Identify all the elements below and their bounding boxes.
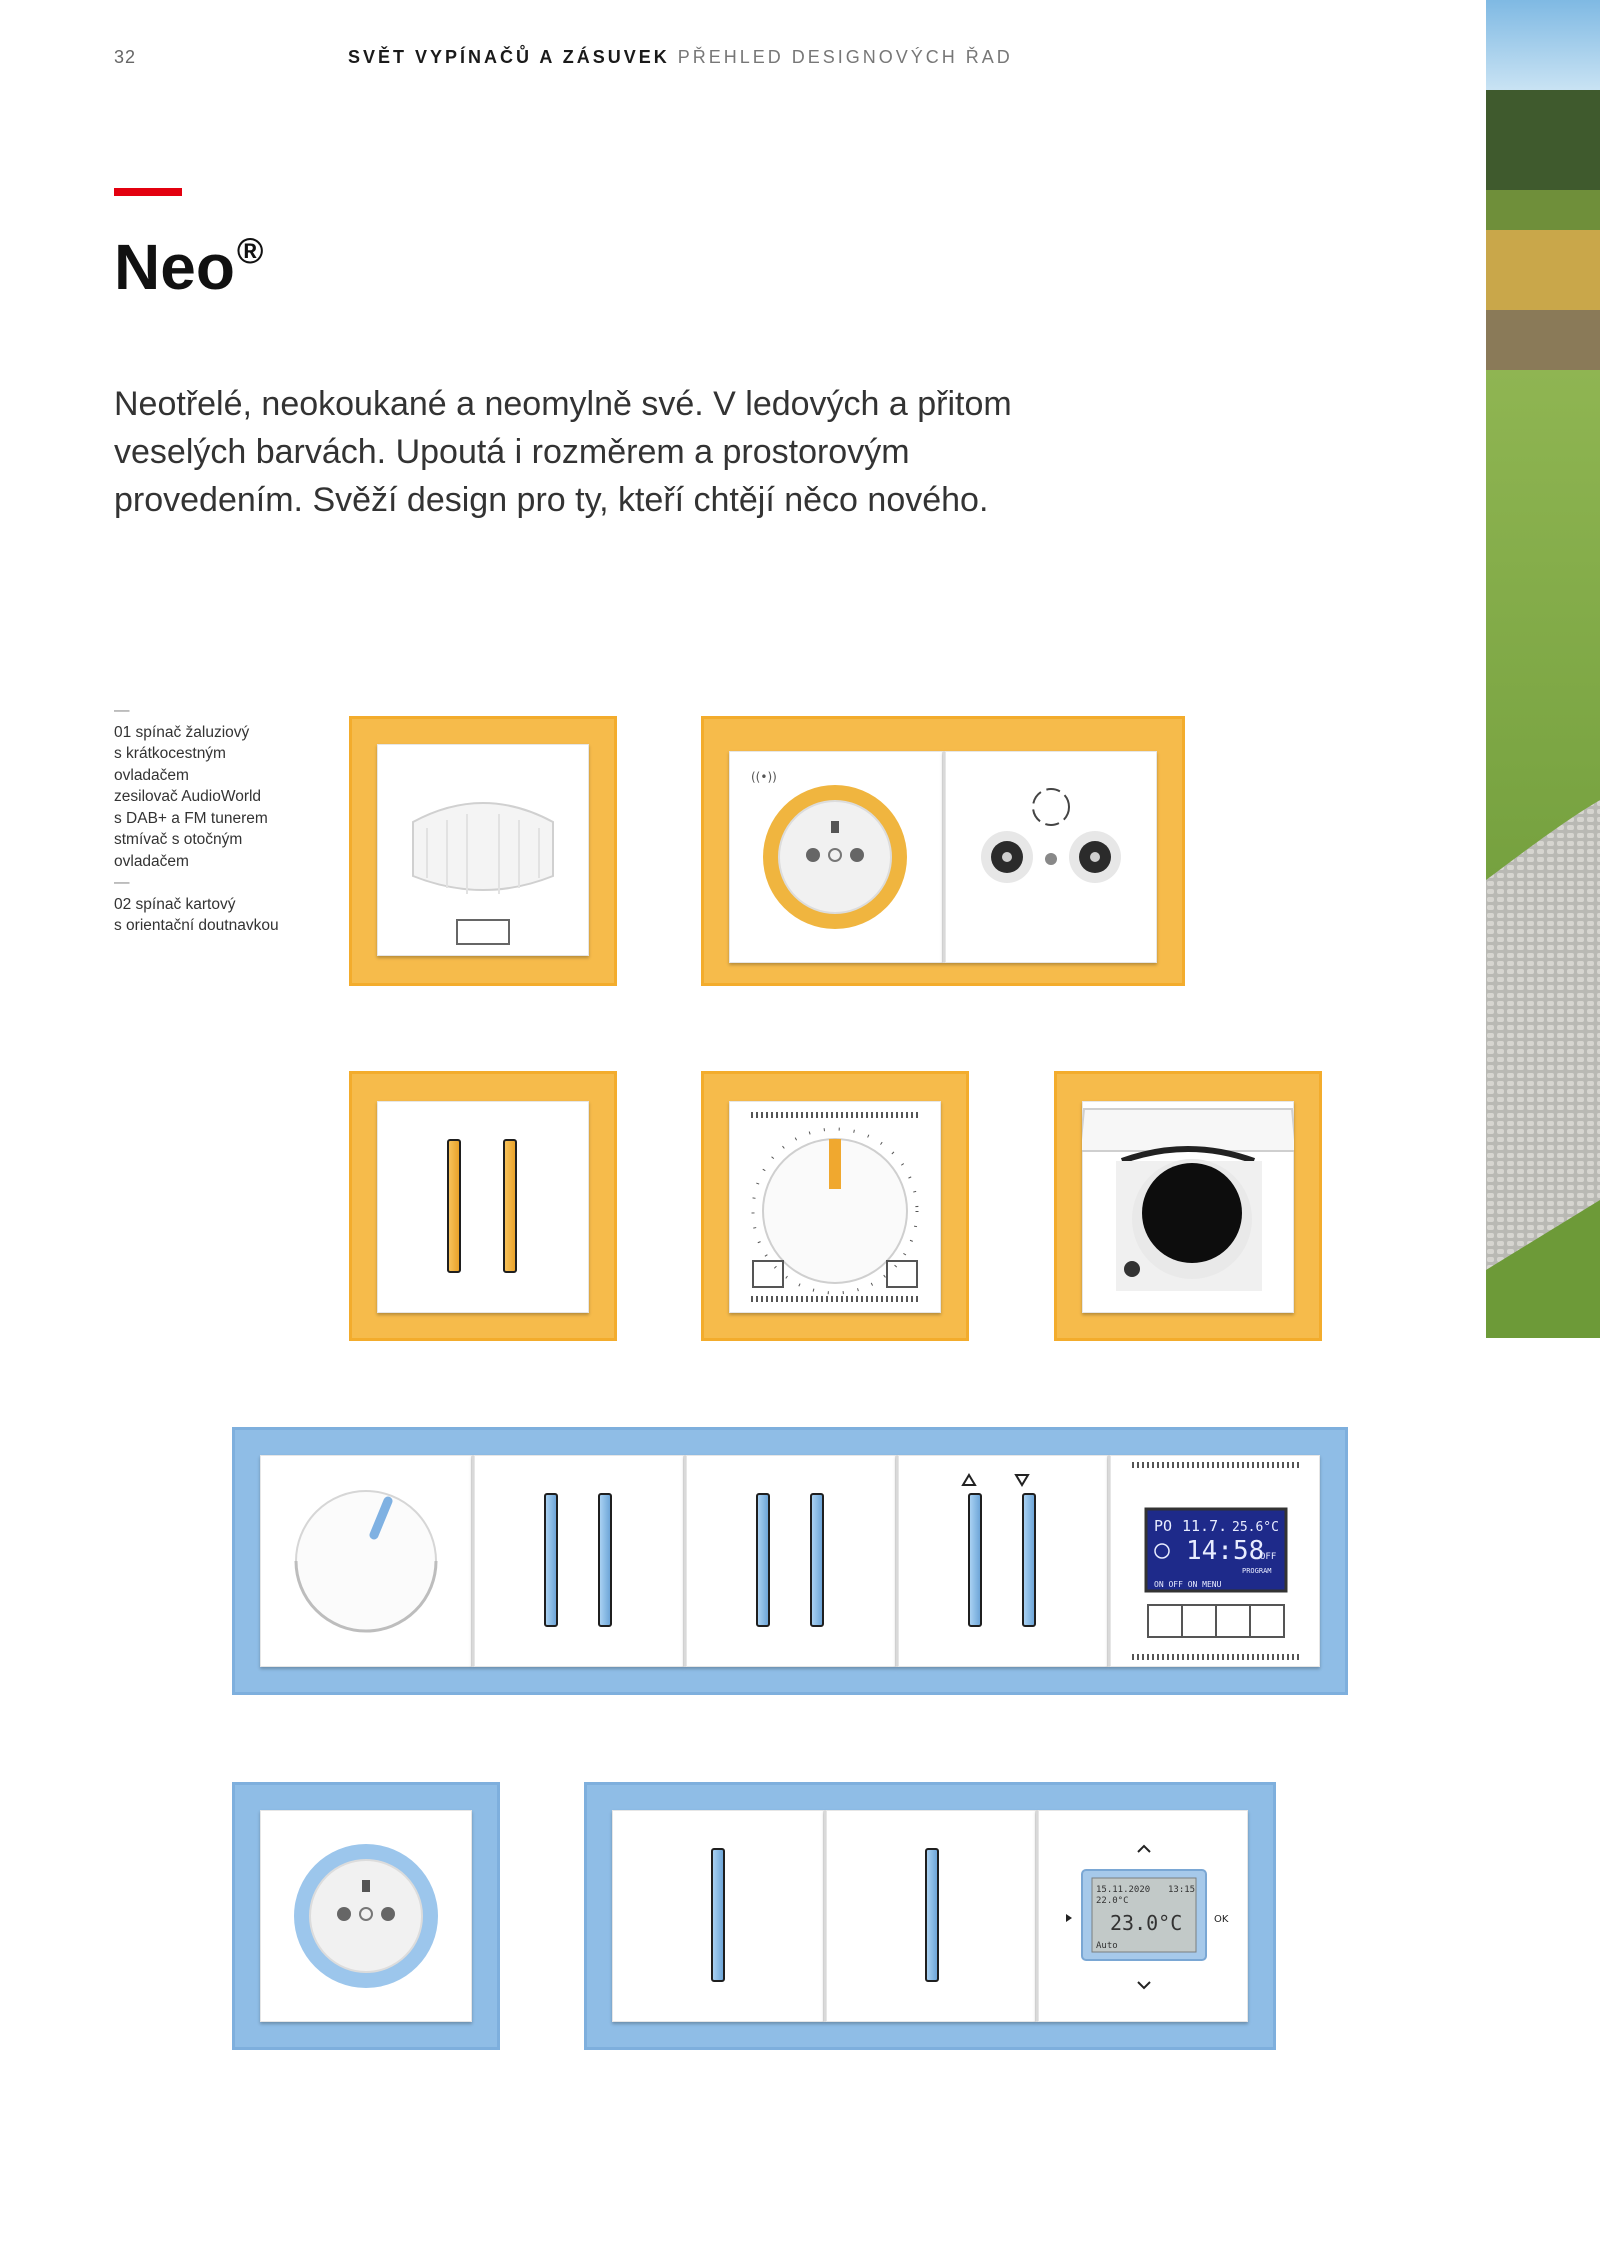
dimmer-insert: [260, 1455, 472, 1667]
rocker[interactable]: [925, 1848, 939, 1982]
motion-sensor-icon: [377, 744, 589, 956]
blue-double-switch-1: [472, 1455, 684, 1667]
caption-dash: —: [114, 874, 130, 891]
caption-line: 01 spínač žaluziový: [114, 723, 250, 741]
socket-icon: [260, 1810, 472, 2022]
protected-socket-icon: [1082, 1101, 1294, 1313]
blind-up-rocker[interactable]: [968, 1493, 982, 1627]
caption-line: ovladačem: [114, 766, 189, 784]
programmable-thermostat-display: [1110, 1455, 1322, 1667]
page-title: [114, 230, 263, 304]
double-switch-frame: [349, 1071, 617, 1341]
intro-line: provedením. Svěží design pro ty, kteří chtějí něco nového.: [114, 481, 989, 519]
section-subtitle: PŘEHLED DESIGNOVÝCH ŘAD: [677, 47, 1013, 67]
rocker-left[interactable]: [756, 1493, 770, 1627]
intro-text: [114, 380, 1114, 524]
lcd-date: 15.11.2020: [1096, 1885, 1151, 1895]
blind-down-rocker[interactable]: [1022, 1493, 1036, 1627]
blue-socket-frame: [232, 1782, 500, 2050]
blue-single-switch-2: [824, 1810, 1036, 2022]
dial-thermostat-frame: [701, 1071, 969, 1341]
page-number: 32: [114, 47, 137, 67]
lcd-buttons: ON OFF ON MENU: [1154, 1580, 1222, 1589]
motion-sensor-frame: [349, 716, 617, 986]
caption-line: 02 spínač kartový: [114, 895, 236, 913]
caption-dash: —: [114, 702, 130, 719]
rocker[interactable]: [711, 1848, 725, 1982]
socket-antenna-frame: [701, 716, 1185, 986]
intro-line: Neotřelé, neokoukané a neomylně své. V ledových a přitom: [114, 385, 1012, 423]
double-switch-insert: [377, 1101, 589, 1313]
programmable-thermostat-insert: [1108, 1455, 1320, 1667]
blue-single-switch-1: [612, 1810, 824, 2022]
lcd-date: 11.7.: [1182, 1517, 1228, 1535]
protected-socket-frame: [1054, 1071, 1322, 1341]
lcd-mode: PROGRAM: [1242, 1567, 1272, 1575]
blue-double-switch-2: [684, 1455, 896, 1667]
left-arrow-icon[interactable]: [1066, 1914, 1072, 1922]
caption-line: zesilovač AudioWorld: [114, 788, 262, 805]
up-arrow-icon[interactable]: [1138, 1846, 1150, 1852]
title-accent-bar: [114, 188, 182, 196]
thermostat-dial-icon[interactable]: [729, 1101, 941, 1313]
protected-socket-insert: [1082, 1101, 1294, 1313]
down-arrow-icon[interactable]: [1138, 1982, 1150, 1988]
rocker-right[interactable]: [810, 1493, 824, 1627]
lcd-time: 13:15: [1168, 1885, 1196, 1895]
lcd-temperature: 23.0°C: [1110, 1911, 1183, 1935]
lcd-time: 14:58: [1186, 1536, 1265, 1566]
lcd-state: OFF: [1260, 1552, 1277, 1562]
caption-line: s orientační doutnavkou: [114, 917, 279, 934]
antenna-socket-icon: [945, 751, 1159, 963]
rocker-left[interactable]: [544, 1493, 558, 1627]
blue-socket-insert: [260, 1810, 472, 2022]
dial-thermostat-insert: [729, 1101, 941, 1313]
registered-mark: ®: [236, 230, 264, 271]
blind-switch-insert: [896, 1455, 1108, 1667]
lcd-temperature: 25.6°C: [1232, 1520, 1279, 1535]
caption-line: s krátkocestným: [114, 745, 226, 762]
intro-line: veselých barvách. Upoutá i rozměrem a prostorovým: [114, 433, 910, 471]
series-name: Neo: [114, 231, 235, 303]
section-title: SVĚT VYPÍNAČŮ A ZÁSUVEK: [348, 47, 670, 67]
room-thermostat-insert: [1036, 1810, 1248, 2022]
dimmer-knob-icon[interactable]: [260, 1455, 472, 1667]
blue-triple-frame: [584, 1782, 1276, 2050]
socket-insert: [729, 751, 943, 963]
lcd-mode: Auto: [1096, 1941, 1118, 1951]
caption-line: s DAB+ a FM tunerem: [114, 809, 268, 827]
motion-sensor-insert: [377, 744, 589, 956]
rocker-right[interactable]: [598, 1493, 612, 1627]
lcd-setpoint: 22.0°C: [1096, 1896, 1129, 1906]
svg-text:((•)): ((•)): [751, 770, 777, 784]
up-down-arrows-icon: [898, 1467, 1110, 1497]
room-thermostat-display: [1038, 1810, 1250, 2022]
antenna-socket-insert: [943, 751, 1157, 963]
lcd-day: PO: [1154, 1517, 1173, 1535]
landscape-photo: [1486, 0, 1600, 1338]
product-captions: [114, 700, 324, 937]
running-header: [348, 47, 1013, 68]
ok-label[interactable]: OK: [1214, 1914, 1229, 1925]
socket-icon: [729, 751, 943, 963]
rocker-left[interactable]: [447, 1139, 461, 1273]
caption-line: stmívač s otočným: [114, 831, 243, 848]
caption-line: ovladačem: [114, 852, 189, 870]
fivefold-blue-frame: [232, 1427, 1348, 1695]
rocker-right[interactable]: [503, 1139, 517, 1273]
